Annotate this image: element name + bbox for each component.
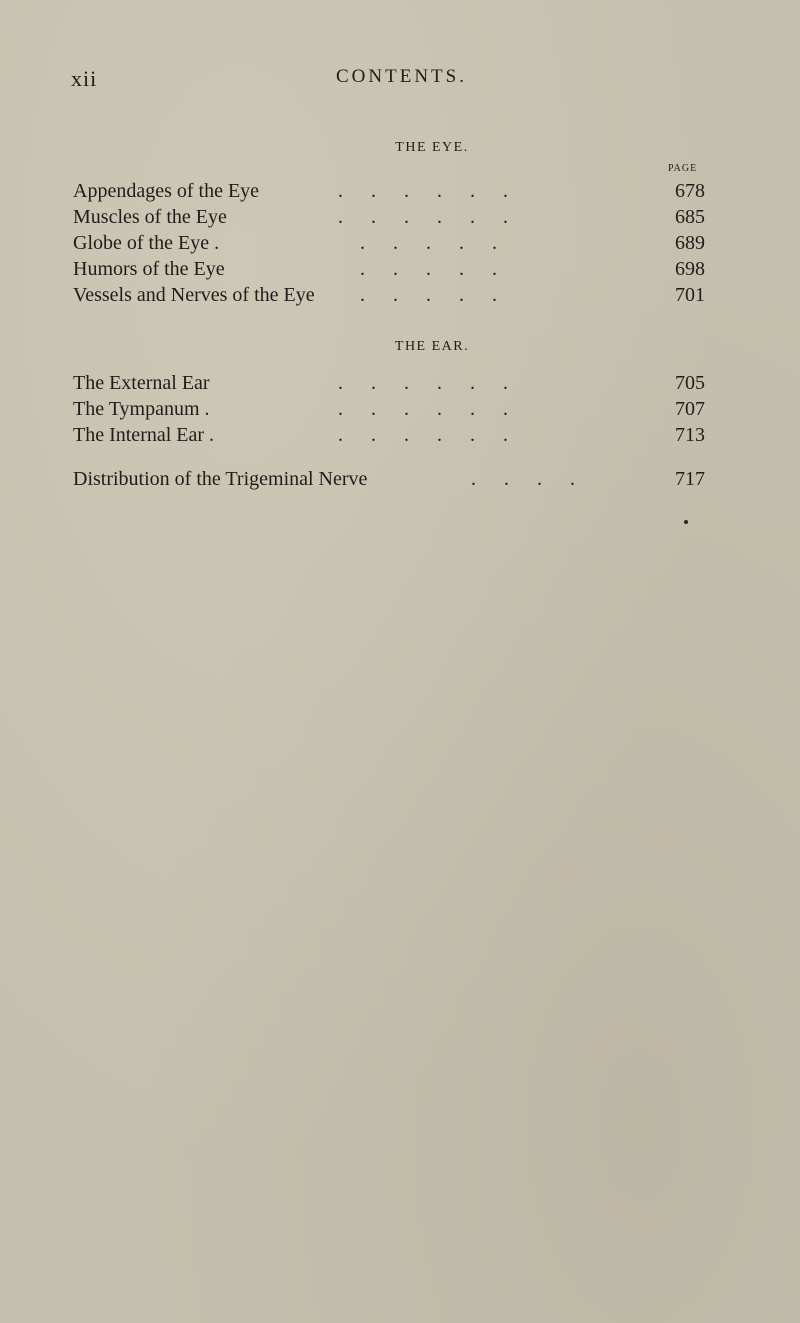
entry-title: The Internal Ear . xyxy=(73,424,215,446)
entry-title: Globe of the Eye . xyxy=(73,232,220,254)
toc-entry xyxy=(73,180,713,204)
section-heading-ear: THE EAR. xyxy=(394,339,470,354)
dot-leader: . . . . . . xyxy=(338,398,508,420)
entry-page-number: 678 xyxy=(675,180,705,202)
toc-entry xyxy=(73,206,713,230)
entry-title: Appendages of the Eye xyxy=(73,180,260,202)
toc-entry xyxy=(73,468,713,492)
dot-leader: . . . . . . xyxy=(338,180,508,202)
running-head: CONTENTS. xyxy=(336,66,467,87)
entry-page-number: 685 xyxy=(675,206,705,228)
dot-leader: . . . . . xyxy=(360,284,497,306)
toc-entry xyxy=(73,424,713,448)
entry-title: Humors of the Eye xyxy=(73,258,225,280)
entry-page-number: 713 xyxy=(675,424,705,446)
toc-entry xyxy=(73,284,713,308)
entry-page-number: 689 xyxy=(675,232,705,254)
entry-page-number: 707 xyxy=(675,398,705,420)
entry-title: Distribution of the Trigeminal Nerve xyxy=(73,468,368,490)
toc-entry xyxy=(73,232,713,256)
page-number: xii xyxy=(71,66,98,91)
dot-leader: . . . . . . xyxy=(338,206,508,228)
page-column-label: PAGE xyxy=(668,163,698,174)
entry-title: The Tympanum . xyxy=(73,398,210,420)
dot-leader: . . . . . xyxy=(360,258,497,280)
entry-page-number: 717 xyxy=(675,468,705,490)
entry-title: The External Ear xyxy=(73,372,210,394)
entry-page-number: 698 xyxy=(675,258,705,280)
entry-title: Muscles of the Eye xyxy=(73,206,227,228)
dot-leader: . . . . . . xyxy=(338,372,508,394)
section-heading-eye: THE EYE. xyxy=(395,140,469,155)
dot-leader: . . . . xyxy=(471,468,575,490)
toc-entry xyxy=(73,398,713,422)
entry-page-number: 705 xyxy=(675,372,705,394)
toc-entry xyxy=(73,258,713,282)
toc-entry xyxy=(73,372,713,396)
entry-page-number: 701 xyxy=(675,284,705,306)
dot-leader: . . . . . xyxy=(360,232,497,254)
dot-leader: . . . . . . xyxy=(338,424,508,446)
page-header xyxy=(0,66,800,96)
entry-title: Vessels and Nerves of the Eye xyxy=(73,284,315,306)
ink-speck xyxy=(684,520,688,524)
